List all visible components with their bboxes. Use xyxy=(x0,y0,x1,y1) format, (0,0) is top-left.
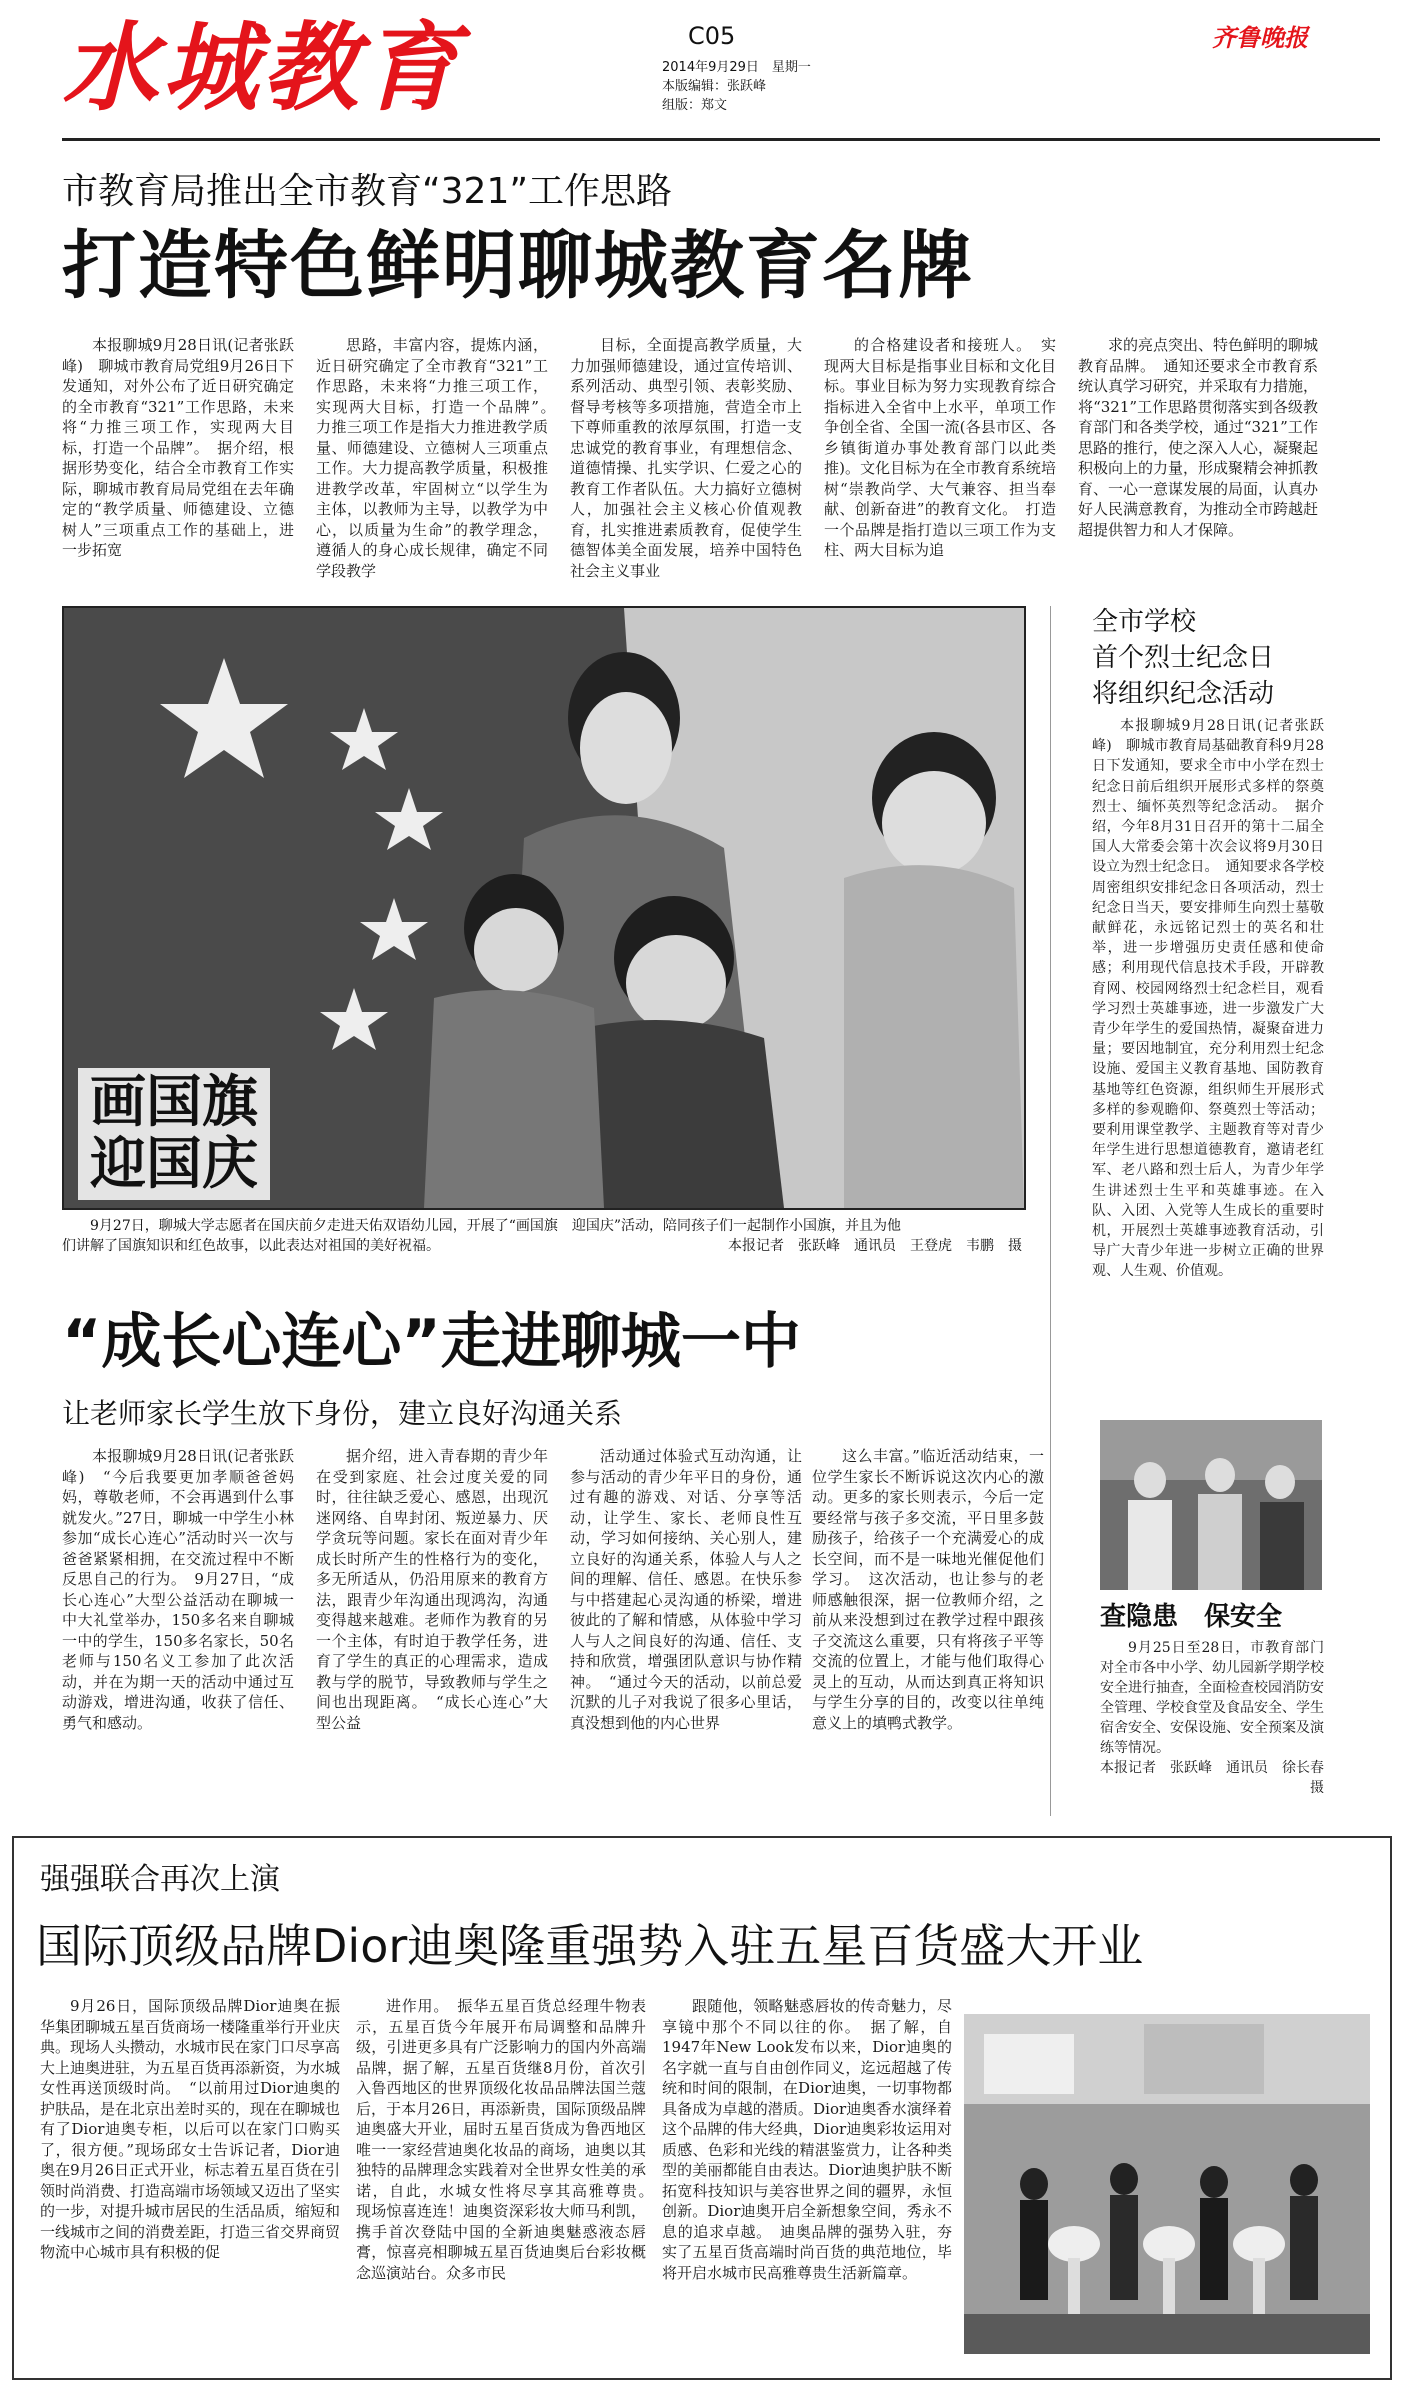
photo1-credit: 本报记者 张跃峰 通讯员 王登虎 韦鹏 摄 xyxy=(728,1238,1022,1254)
article5-column-1: 9月26日，国际顶级品牌Dior迪奥在振华集团聊城五星百货商场一楼隆重举行开业庆典。现场人头攒动，水城市民在家门口尽享高大上迪奥进驻，为五星百货再添新资，为水城女性再送顶级时尚。 “以前用过Dior迪奥的护肤品，是在北京出差时买的，现在在聊城也有了Dior迪奥专柜，以后可以在家门口购买了，很方便。”现场邱女士告诉记者，Dior迪奥在9月26日正式开业，标志着五星百货在引领时尚消费、打造高端市场领域又迈出了坚实的一步，对提升城市居民的生活品质，缩短和一线城市之间的消费差距，打造三省交界商贸物流中心城市具有积极的促 xyxy=(40,1997,341,2261)
article4-credit: 本报记者 张跃峰 通讯员 徐长春 摄 xyxy=(1100,1760,1338,1796)
article3-headline: “成长心连心”走进聊城一中 xyxy=(62,1307,801,1377)
article3-column-1: 本报聊城9月28日讯(记者张跃峰) “今后我要更加孝顺爸爸妈妈，尊敬老师，不会再遇到什么事就发火。”27日，聊城一中学生小林参加“成长心连心”活动时兴一次与爸爸紧紧相拥，在交流过程中不断反思自己的行为。 9月27日，“成长心连心”大型公益活动在聊城一中大礼堂举办，150多名来自聊城一中的学生，150多名家长，50名老师与150名义工参加了此次活动，并在为期一天的活动中通过互动游戏，增进沟通，收获了信任、勇气和感动。 xyxy=(62,1447,294,1732)
article1-column-1: 本报聊城9月28日讯(记者张跃峰) 聊城市教育局党组9月26日下发通知，对外公布了近日研究确定的全市教育“321”工作思路，未来将“力推三项工作，实现两大目标，打造一个品牌”。 据介绍，根据形势变化，结合全市教育工作实际，聊城市教育局局党组在去年确定的“教学质量、师德建设、立德树人”三项重点工作的基础上，进一步拓宽 xyxy=(62,336,294,559)
article5-kicker: 强强联合再次上演 xyxy=(40,1862,280,1897)
editor-line: 本版编辑：张跃峰 xyxy=(662,79,767,94)
section-masthead: 水城教育 xyxy=(62,12,462,124)
article3-column-3: 活动通过体验式互动沟通，让参与活动的青少年平日的身份，通过有趣的游戏、对话、分享等活动，让学生、家长、老师良性互动，学习如何接纳、关心别人，建立良好的沟通关系，体验人与人之间的理解、信任、感恩。在快乐参与中搭建起心灵沟通的桥梁，增进彼此的了解和情感，从体验中学习人与人之间良好的沟通、信任、支持和欣赏，增强团队意识与协作精神。 “通过今天的活动，以前总爱沉默的儿子对我说了很多心里话，真没想到他的内心世界 xyxy=(570,1447,802,1732)
safety-inspection-photo xyxy=(1100,1420,1322,1590)
article4-headline: 查隐患 保安全 xyxy=(1100,1602,1283,1632)
article1-column-3: 目标，全面提高教学质量，大力加强师德建设，通过宣传培训、系列活动、典型引领、表彰奖励、督导考核等多项措施，营造全市上下尊师重教的浓厚氛围，打造一支忠诚党的教育事业，有理想信念、道德情操、扎实学识、仁爱之心的教育工作者队伍。大力搞好立德树人，加强社会主义核心价值观教育，扎实推进素质教育，促使学生德智体美全面发展，培养中国特色社会主义事业 xyxy=(570,336,802,580)
article1-column-2: 思路，丰富内容，提炼内涵，近日研究确定了全市教育“321”工作思路，未来将“力推三项工作，实现两大目标，打造一个品牌”。 力推三项工作是指大力推进教学质量、师德建设、立德树人三项重点工作。大力提高教学质量，积极推进教学改革，牢固树立“以学生为主体，以教师为主导，以教学为中心，以质量为生命”的教学理念，遵循人的身心成长规律，确定不同学段教学 xyxy=(316,336,564,580)
flag-painting-photo xyxy=(62,606,1026,1210)
article3-column-4: 这么丰富。”临近活动结束，一位学生家长不断诉说这次内心的激动。更多的家长则表示，今后一定要经常与孩子多交流，平日里多鼓励孩子，给孩子一个充满爱心的成长空间，而不是一味地光催促他们学习。 这次活动，也让参与的老师感触很深，据一位教师介绍，之前从来没想到过在教学过程中跟孩子交流这么重要，只有将孩子平等交流的位置上，才能与他们取得心灵上的互动，从而达到真正将知识与学生分享的目的，改变以往单纯意义上的填鸭式教学。 xyxy=(812,1447,1044,1732)
article1-kicker: 市教育局推出全市教育“321”工作思路 xyxy=(62,171,673,212)
photo-illustration xyxy=(1100,1420,1322,1590)
dior-opening-photo xyxy=(964,2014,1370,2354)
article3-column-2: 据介绍，进入青春期的青少年在受到家庭、社会过度关爱的同时，往往缺乏爱心、感恩，出现沉迷网络、自卑封闭、叛逆暴力、厌学贪玩等问题。家长在面对青少年成长时所产生的性格行为的变化，多无所适从，仍沿用原来的教育方法，跟青少年沟通出现鸿沟，沟通变得越来越难。老师作为教育的另一个主体，有时迫于教学任务，进育了学生的真正的心理需求，造成教与学的脱节，导致教师与学生之间也出现距离。 “成长心连心”大型公益 xyxy=(316,1447,548,1732)
layout-line: 组版：郑文 xyxy=(662,98,728,113)
article1-column-5: 求的亮点突出、特色鲜明的聊城教育品牌。 通知还要求全市教育系统认真学习研究，并采取有力措施，将“321”工作思路贯彻落实到各级教育部门和各类学校，通过“321”工作思路的推行，使之深入人心，凝聚起积极向上的力量，形成聚精会神抓教育、一心一意谋发展的局面，认真办好人民满意教育，为推动全市跨越赶超提供智力和人才保障。 xyxy=(1078,336,1319,539)
date-line: 2014年9月29日 星期一 xyxy=(662,60,811,75)
page-number: C05 xyxy=(688,22,736,50)
article2-body: 本报聊城9月28日讯(记者张跃峰) 聊城市教育局基础教育科9月28日下发通知，要求全市中小学在烈士纪念日前后组织开展形式多样的祭奠烈士、缅怀英烈等纪念活动。 据介绍，今年8月31日召开的第十二届全国人大常委会第十次会议将9月30日设立为烈士纪念日。 通知要求各学校周密组织安排纪念日各项活动，烈士纪念日当天，要安排师生向烈士墓敬献鲜花，永远铭记烈士的英名和壮举，进一步增强历史责任感和使命感；利用现代信息技术手段，开辟教育网、校园网络烈士纪念栏目，观看学习烈士英雄事迹，进一步激发广大青少年学生的爱国热情，凝聚奋进力量；要因地制宜，充分利用烈士纪念设施、爱国主义教育基地、国防教育基地等红色资源，组织师生开展形式多样的参观瞻仰、祭奠烈士等活动；要利用课堂教学、主题教育等对青少年学生进行思想道德教育，邀请老红军、老八路和烈士后人，为青少年学生讲述烈士生平和英雄事迹。在入队、入团、入党等人生成长的重要时机，开展烈士英雄事迹教育活动，引导广大青少年进一步树立正确的世界观、人生观、价值观。 xyxy=(1092,718,1324,1280)
photo-overlay-title: 画国旗 迎国庆 xyxy=(78,1068,270,1200)
article1-headline: 打造特色鲜明聊城教育名牌 xyxy=(62,223,974,309)
photo1-caption: 9月27日，聊城大学志愿者在国庆前夕走进天佑双语幼儿园，开展了“画国旗 迎国庆”活动，陪同孩子们一起制作小国旗，并且为他 们讲解了国旗知识和红色故事，以此表达对祖国的美好祝福。 本报记者 张跃峰 通讯员 王登虎 韦鹏 摄 xyxy=(62,1218,1022,1254)
article2-headline: 全市学校 首个烈士纪念日 将组织纪念活动 xyxy=(1092,607,1275,709)
photo-illustration xyxy=(964,2014,1370,2354)
article5-column-2: 进作用。 振华五星百货总经理牛物表示，五星百货今年展开布局调整和品牌升级，引进更多具有广泛影响力的国内外高端品牌，据了解，五星百货继8月份，首次引入鲁西地区的世界顶级化妆品品牌法国兰蔻后，于本月26日，再添新贵，国际顶级品牌迪奥盛大开业，届时五星百货成为鲁西地区唯一一家经营迪奥化妆品的商场，迪奥以其独特的品牌理念实践着对全世界女性美的承诺，自此，水城女性将尽享其高雅尊贵。 现场惊喜连连！迪奥资深彩妆大师马利凯，携手首次登陆中国的全新迪奥魅惑液态唇膏，惊喜亮相聊城五星百货迪奥后台彩妆概念巡演站台。众多市民 xyxy=(356,1997,662,2282)
article4-body: 9月25日至28日，市教育部门对全市各中小学、幼儿园新学期学校安全进行抽查，全面检查校园消防安全管理、学校食堂及食品安全、学生宿舍安全、安保设施、安全预案及演练等情况。 本报记者 张跃峰 通讯员 徐长春 摄 xyxy=(1100,1640,1338,1796)
newspaper-logo: 齐鲁晚报 xyxy=(1212,23,1308,52)
article5-headline: 国际顶级品牌Dior迪奥隆重强势入驻五星百货盛大开业 xyxy=(36,1919,1144,1973)
article1-column-4: 的合格建设者和接班人。 实现两大目标是指事业目标和文化目标。事业目标为努力实现教育综合指标进入全省中上水平，单项工作争创全省、全国一流(各县市区、各乡镇街道办事处教育部门以此类推)。文化目标为在全市教育系统培树“崇教尚学、大气兼容、担当奉献、创新奋进”的教育文化。 打造一个品牌是指打造以三项工作为支柱、两大目标为追 xyxy=(824,336,1056,559)
masthead-rule xyxy=(62,138,1380,141)
article5-column-3: 跟随他，领略魅惑唇妆的传奇魅力，尽享镜中那个不同以往的你。 据了解，自1947年New Look发布以来，Dior迪奥的名字就一直与自由创作同义，迄远超越了传统和时间的限制，在Dior迪奥，一切事物都具备成为卓越的潜质。Dior迪奥香水演绎着这个品牌的伟大经典，Dior迪奥彩妆运用对质感、色彩和光线的精湛鉴赏力，让各种类型的美丽都能自由表达。Dior迪奥护肤不断拓宽科技知识与美容世界之间的疆界，永恒创新。Dior迪奥开启全新想象空间，秀永不息的追求卓越。 迪奥品牌的强势入驻，夯实了五星百货高端时尚百货的典范地位，毕将开启水城市民高雅尊贵生活新篇章。 xyxy=(662,1997,952,2282)
masthead-meta xyxy=(662,58,811,115)
article3-subheadline: 让老师家长学生放下身份，建立良好沟通关系 xyxy=(62,1397,623,1430)
column-divider xyxy=(1050,606,1051,1816)
